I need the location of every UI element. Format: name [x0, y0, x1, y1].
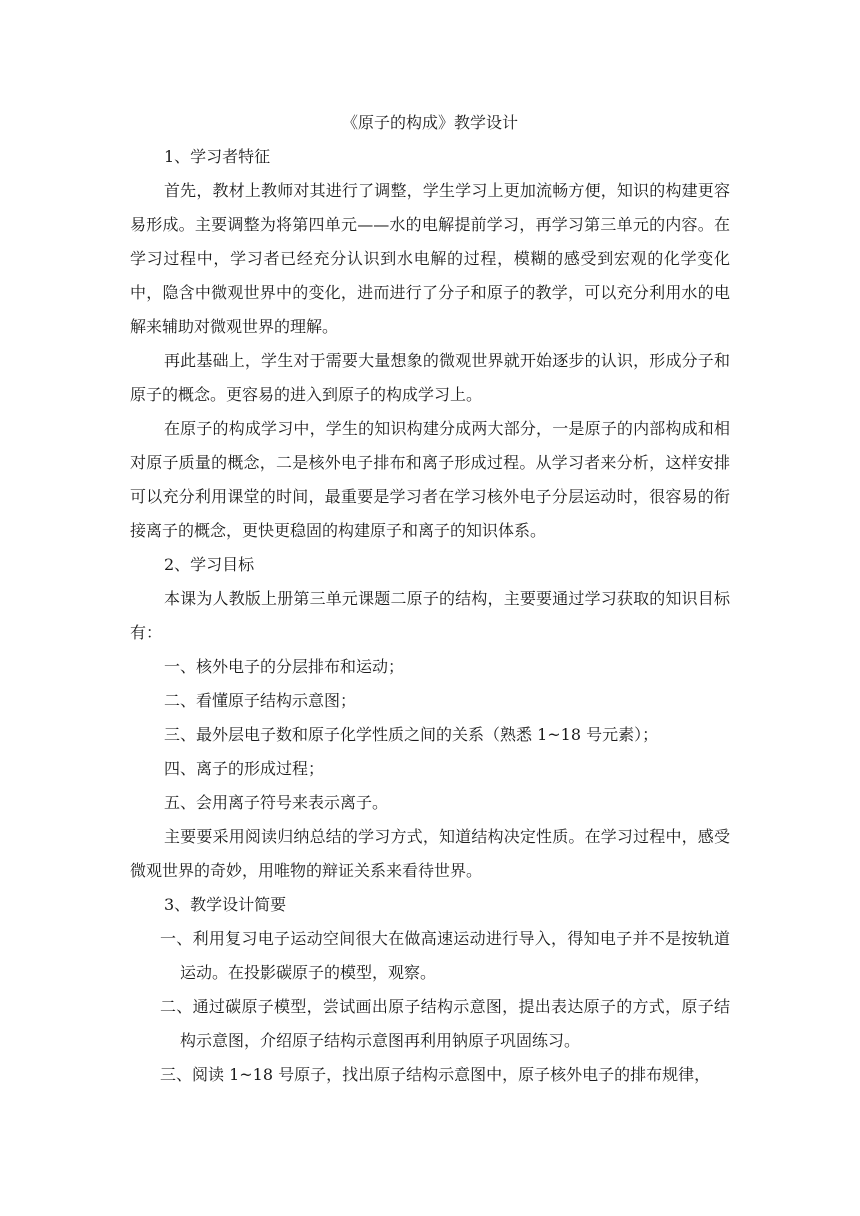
design-step: 三、阅读 1~18 号原子，找出原子结构示意图中，原子核外电子的排布规律， — [160, 1065, 711, 1084]
goal-item: 四、离子的形成过程； — [164, 759, 325, 778]
design-step: 一、利用复习电子运动空间很大在做高速运动进行导入，得知电子并不是按轨道运动。在投影碳原子的模型，观察。 — [160, 929, 730, 982]
section-heading-design-summary: 3、教学设计简要 — [164, 895, 287, 914]
goal-item: 五、会用离子符号来表示离子。 — [164, 793, 389, 812]
goal-item: 三、最外层电子数和原子化学性质之间的关系（熟悉 1~18 号元素）； — [164, 725, 659, 744]
paragraph: 本课为人教版上册第三单元课题二原子的结构，主要要通过学习获取的知识目标有： — [130, 589, 730, 642]
document-page — [130, 106, 730, 1092]
paragraph: 再此基础上，学生对于需要大量想象的微观世界就开始逐步的认识，形成分子和原子的概念。更容易的进入到原子的构成学习上。 — [130, 351, 730, 404]
design-step: 二、通过碳原子模型，尝试画出原子结构示意图，提出表达原子的方式，原子结构示意图，介绍原子结构示意图再利用钠原子巩固练习。 — [160, 997, 730, 1050]
paragraph: 首先，教材上教师对其进行了调整，学生学习上更加流畅方便，知识的构建更容易形成。主要调整为将第四单元——水的电解提前学习，再学习第三单元的内容。在学习过程中，学习者已经充分认识到水电解的过程，模糊的感受到宏观的化学变化中，隐含中微观世界中的变化，进而进行了分子和原子的教学，可以充分利用水的电解来辅助对微观世界的理解。 — [130, 181, 730, 336]
document-title: 《原子的构成》教学设计 — [341, 113, 518, 132]
section-heading-learning-goals: 2、学习目标 — [164, 555, 255, 574]
paragraph: 主要要采用阅读归纳总结的学习方式，知道结构决定性质。在学习过程中，感受微观世界的奇妙，用唯物的辩证关系来看待世界。 — [130, 827, 730, 880]
paragraph: 在原子的构成学习中，学生的知识构建分成两大部分，一是原子的内部构成和相对原子质量的概念，二是核外电子排布和离子形成过程。从学习者来分析，这样安排可以充分利用课堂的时间，最重要是学习者在学习核外电子分层运动时，很容易的衔接离子的概念，更快更稳固的构建原子和离子的知识体系。 — [130, 419, 730, 540]
goal-item: 一、核外电子的分层排布和运动； — [164, 657, 405, 676]
section-heading-learner-characteristics: 1、学习者特征 — [164, 147, 271, 166]
goal-item: 二、看懂原子结构示意图； — [164, 691, 357, 710]
